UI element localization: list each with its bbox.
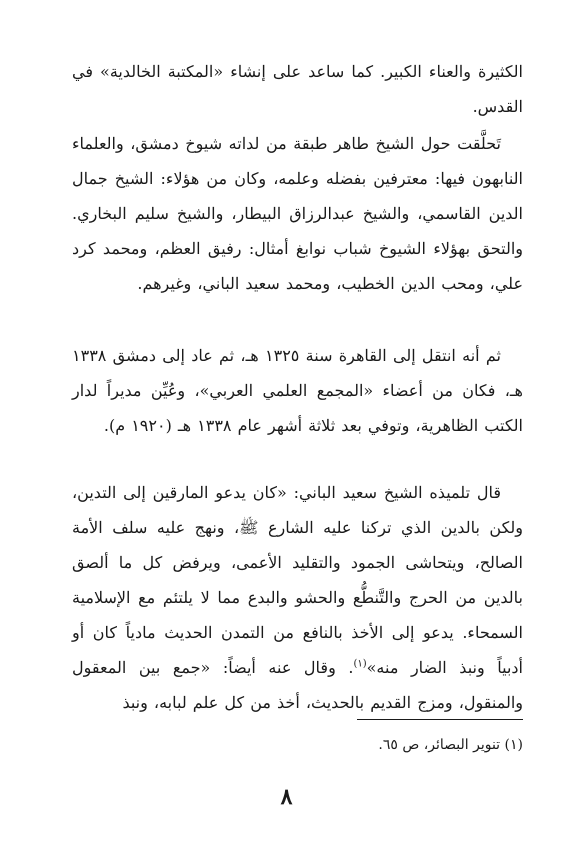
- paragraph-library-founding: [72, 54, 523, 124]
- footnote: (١) تنوير البصائر، ص ٦٥.: [378, 737, 523, 753]
- paragraph-quote: [72, 475, 523, 720]
- footnote-divider: [357, 719, 523, 720]
- paragraph-text: تَحلَّقت حول الشيخ طاهر طبقة من لداته شيوخ دمشق، والعلماء النابهون فيها: معترفين بفضله وعلمه، وكان من هؤلاء: الشيخ جمال الدين القاسمي، والشيخ عبدالرزاق البيطار، والشيخ سليم البخاري. والتحق بهؤلاء الشيوخ شباب نوابغ أمثال: رفيق العظم، ومحمد كرد علي، ومحب الدين الخطيب، ومحمد سعيد الباني، وغيرهم.: [72, 134, 523, 293]
- page-number: ٨: [280, 784, 293, 810]
- quote-text: قال تلميذه الشيخ سعيد الباني: «كان يدعو المارقين إلى التدين، ولكن بالدين الذي تركنا عليه الشارع ﷺ، ونهج عليه سلف الأمة الصالح، ويتحاشى الجمود والتقليد الأعمى، ويرفض كل ما ألصق بالدين من الحرج والتَّنطُّع والحشو والبدع مما لا يلتئم مع الإسلامية السمحاء. يدعو إلى الأخذ بالنافع من التمدن الحديث مادياً كان أو أدبياً ونبذ الضار منه»: [72, 483, 523, 677]
- paragraph-text: الكثيرة والعناء الكبير. كما ساعد على إنشاء «المكتبة الخالدية» في القدس.: [72, 62, 523, 116]
- quote-continuation: . وقال عنه أيضاً: «جمع بين المعقول والمنقول، ومزج القديم بالحديث، أخذ من كل علم لبابه، ونبذ: [72, 658, 523, 712]
- paragraph-text: ثم أنه انتقل إلى القاهرة سنة ١٣٢٥ هـ، ثم عاد إلى دمشق ١٣٣٨ هـ، فكان من أعضاء «المجمع العلمي العربي»، وعُيِّن مديراً لدار الكتب الظاهرية، وتوفي بعد ثلاثة أشهر عام ١٣٣٨ هـ (١٩٢٠ م).: [72, 346, 523, 435]
- paragraph-sheikhs-circle: [72, 126, 523, 301]
- paragraph-student-quote: [72, 475, 523, 720]
- footnote-reference: (١): [353, 658, 367, 670]
- paragraph-cairo-damascus: [72, 338, 523, 443]
